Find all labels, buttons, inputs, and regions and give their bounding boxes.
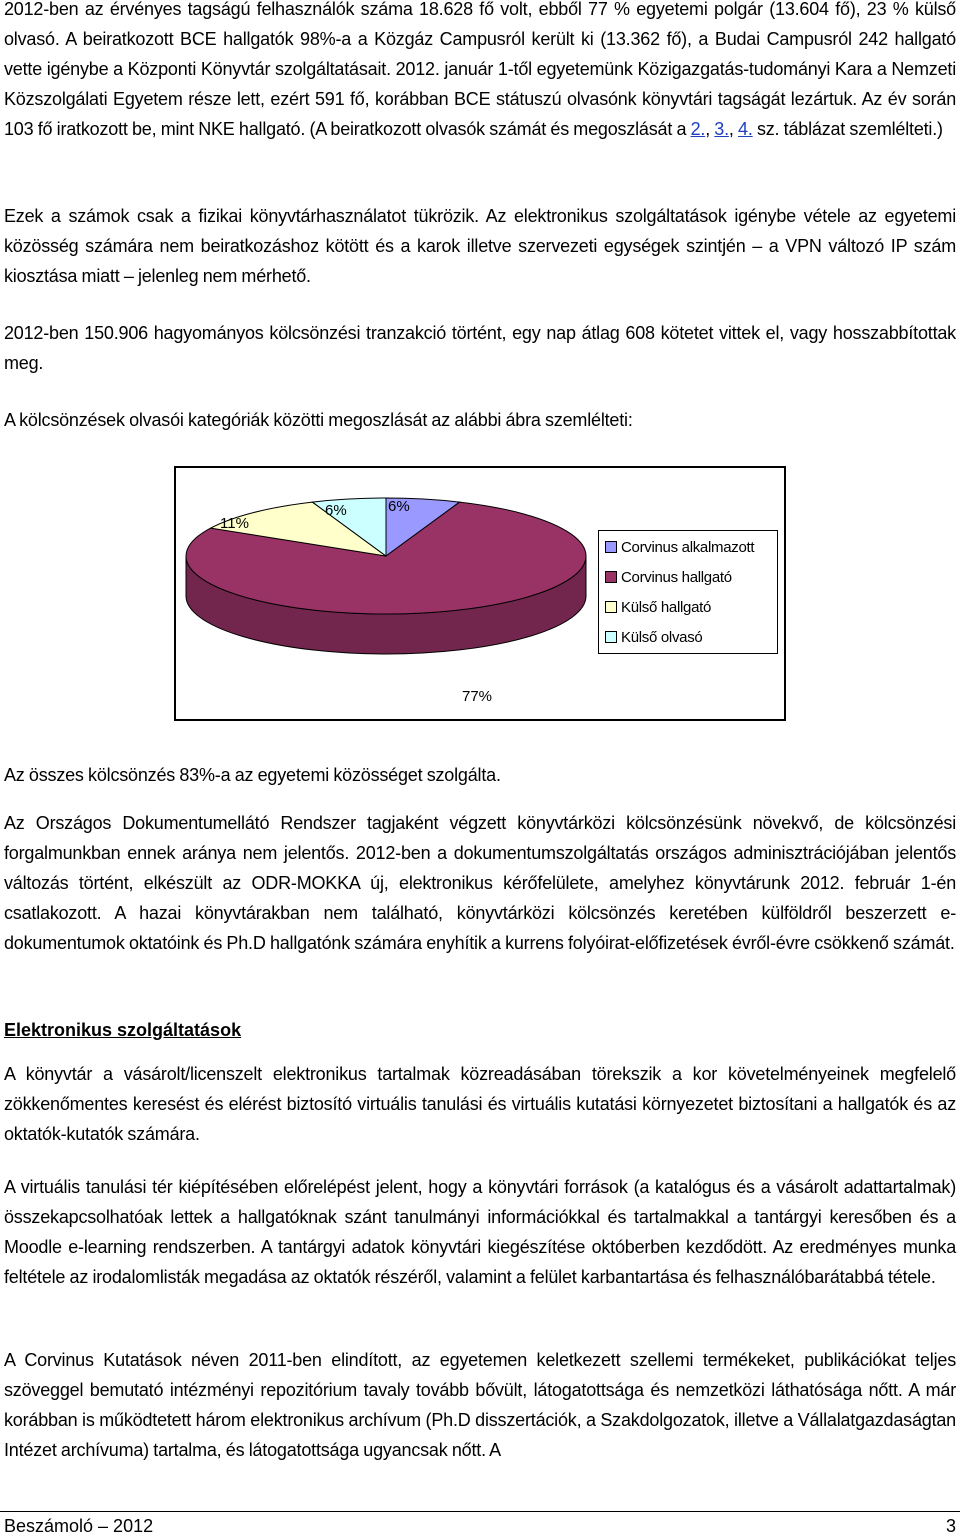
table-link-2[interactable]: 2.	[690, 119, 706, 139]
legend-item: Külső hallgató	[605, 597, 711, 619]
paragraph-community-share: Az összes kölcsönzés 83%-a az egyetemi közösséget szolgálta.	[4, 765, 501, 785]
slice-label-corvinus-hallgato: 77%	[462, 688, 493, 705]
paragraph-membership: 2012-ben az érvényes tagságú felhasználók száma 18.628 fő volt, ebből 77 % egyetemi polgár (13.604 fő), 23 % külső olvasó. A beiratkozott BCE hallgatók 98%-a a Közgáz Campusról került ki (13.362 fő), a Budai Campusról 242 hallgató vette igénybe a Központi Könyvtár szolgáltatásait. 2012. január 1-től egyetemünk Közigazgatás-tudományi Kara a Nemzeti Közszolgálati Egyetem része lett, ezért 591 fő, korábban BCE státuszú olvasónk könyvtári tagságát lezártuk. Az év során 103 fő iratkozott be, mint NKE hallgató. (A beiratkozott olvasók számát és megoszlását a 2., 3., 4. sz. táblázat szemlélteti.)	[4, 0, 956, 139]
table-link-3[interactable]: 3.	[714, 119, 729, 139]
paragraph-chart-intro: A kölcsönzések olvasói kategóriák közötti megoszlását az alábbi ábra szemlélteti:	[4, 410, 633, 430]
paragraph-virtual-learning: A virtuális tanulási tér kiépítésében előrelépést jelent, hogy a könyvtári források (a katalógus és a vásárolt adattartalmak) összekapcsolhatóak lettek a hallgatóknak szánt tanulmányi információkkal és tartalmakkal a tantárgyi keresőben és a Moodle e-learning rendszerben. A tantárgyi adatok könyvtári kiegészítése októberben kezdődött. Az eredményes munka feltétele az irodalomlisták megadása az oktatók részéről, valamint a felület karbantartása és felhasználóbarátabbá tétele.	[4, 1177, 956, 1287]
section-heading: Elektronikus szolgáltatások	[4, 1020, 242, 1040]
legend-item: Corvinus hallgató	[605, 567, 732, 589]
legend-item: Corvinus alkalmazott	[605, 537, 754, 559]
paragraph-interlibrary-loan: Az Országos Dokumentumellátó Rendszer tagjaként végzett könyvtárközi kölcsönzésünk növekvő, de kölcsönzési forgalmunkban ennek aránya nem jelentős. 2012-ben a dokumentumszolgáltatás országos adminisztrációjában jelentős változás történt, elkészült az ODR-MOKKA új, elektronikus kérőfelülete, amelyhez könyvtárunk 2012. február 1-én csatlakozott. A hazai könyvtárakban nem található, könyvtárközi kölcsönzés keretében külföldről beszerzett e-dokumentumok oktatóink és Ph.D hallgatónk számára enyhítik a kurrens folyóirat-előfizetések évről-évre csökkenő számát.	[4, 813, 956, 953]
legend-swatch	[605, 601, 617, 613]
paragraph-electronic-usage: Ezek a számok csak a fizikai könyvtárhasználatot tükrözik. Az elektronikus szolgáltatások igénybe vétele az egyetemi közösség számára nem beiratkozáshoz kötött és a karok illetve szervezeti egységek szintjén – a VPN változó IP szám kiosztása miatt – jelenleg nem mérhető.	[4, 206, 956, 286]
chart-legend	[598, 530, 778, 654]
slice-label-kulso-olvaso: 6%	[325, 502, 347, 519]
legend-swatch	[605, 571, 617, 583]
pie-chart	[174, 466, 786, 721]
paragraph-electronic-content: A könyvtár a vásárolt/licenszelt elektronikus tartalmak közreadásában törekszik a kor követelményeinek megfelelő zökkenőmentes keresést és elérést biztosító virtuális tanulási és virtuális kutatási környezetet biztosítani a hallgatók és az oktatók-kutatók számára.	[4, 1064, 956, 1144]
slice-label-corvinus-alkalmazott: 6%	[388, 498, 410, 515]
legend-swatch	[605, 541, 617, 553]
footer-rule	[0, 1511, 960, 1512]
slice-label-kulso-hallgato: 11%	[220, 515, 249, 532]
legend-item: Külső olvasó	[605, 627, 702, 649]
paragraph-loans: 2012-ben 150.906 hagyományos kölcsönzési tranzakció történt, egy nap átlag 608 kötetet vittek el, vagy hosszabbítottak meg.	[4, 323, 956, 373]
paragraph-repository: A Corvinus Kutatások néven 2011-ben elindított, az egyetemen keletkezett szellemi termékeket, publikációkat teljes szöveggel bemutató intézményi repozitórium tavaly tovább bővült, látogatottsága és nemzetközi láthatósága nőtt. A már korábban is működtetett három elektronikus archívum (Ph.D disszertációk, a Szakdolgozatok, illetve a Vállalatgazdaságtan Intézet archívuma) tartalma, és látogatottsága ugyancsak nőtt. A	[4, 1350, 956, 1460]
footer-title: Beszámoló – 2012	[4, 1516, 154, 1536]
legend-swatch	[605, 631, 617, 643]
page-number: 3	[945, 1516, 956, 1536]
paragraph-membership-text: 2012-ben az érvényes tagságú felhasználók száma 18.628 fő volt, ebből 77 % egyetemi polgár (13.604 fő), 23 % külső olvasó. A beiratkozott BCE hallgatók 98%-a a Közgáz Campusról került ki (13.362 fő), a Budai Campusról 242 hallgató vette igénybe a Központi Könyvtár szolgáltatásait. 2012. január 1-től egyetemünk Közigazgatás-tudományi Kara a Nemzeti Közszolgálati Egyetem része lett, ezért 591 fő, korábban BCE státuszú olvasónk könyvtári tagságát lezártuk. Az év során 103 fő iratkozott be, mint NKE hallgató. (A beiratkozott olvasók számát és megoszlását a	[4, 0, 956, 139]
table-link-4[interactable]: 4.	[738, 119, 753, 139]
